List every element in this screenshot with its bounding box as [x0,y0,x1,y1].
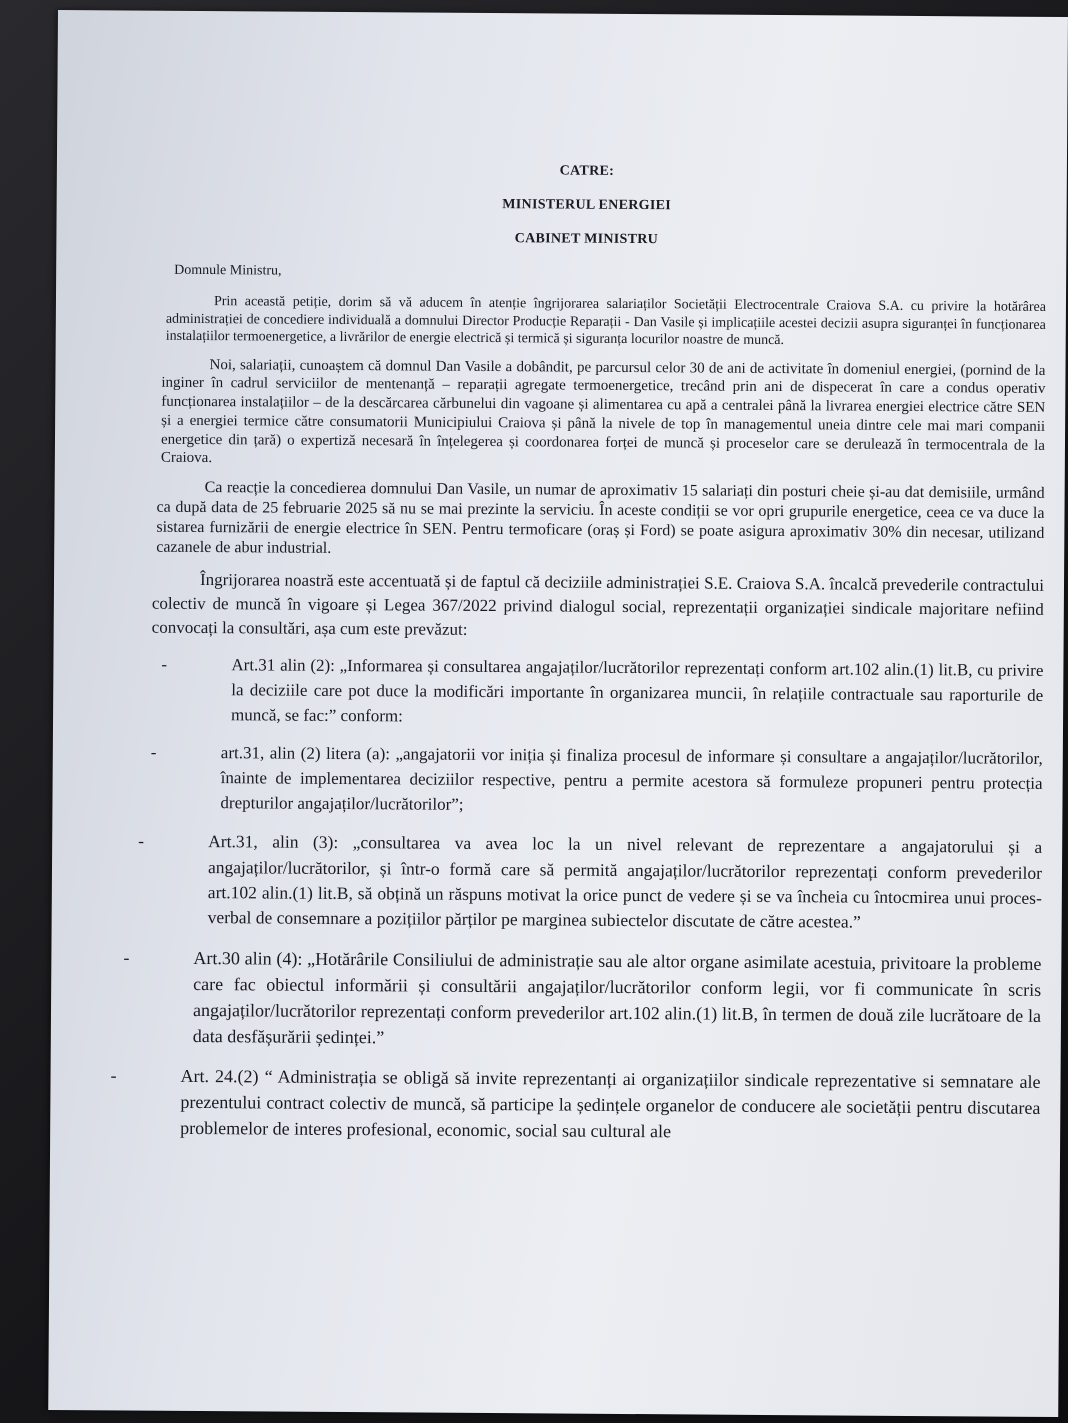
document-body [110,160,1047,1147]
article-text: Art. 24.(2) “ Administrația se obligă să invite reprezentanți ai organizațiilor sindicale reprezentative si semnatare ale prezentului contract colectiv de muncă, să participe la ședințele organelor de conducere ale societății pentru discutarea problemelor de interes profesional, economic, social sau cultural ale [180,1065,1041,1142]
list-dash: - [150,742,157,763]
list-dash: - [161,655,168,675]
article-list-item [123,945,1042,1055]
paragraph-concern: Îngrijorarea noastră este accentuată și de faptul că deciziile administrației S.E. Craiova S.A. încalcă prevederile contractului colectiv de muncă în vigoare și Legea 367/2022 privind dialogul social, reprezentații organizației sindicale majoritare nefiind convocați la consultări, așa cum este prevăzut: [151,570,1045,639]
article-list-item [150,741,1043,821]
heading-catre: CATRE: [559,163,615,179]
article-text: Art.30 alin (4): „Hotărârile Consiliului de administrație sau ale altor organe asimilate acestuia, privitoare la probleme care fac obiectul informării și consultării angajaților/lucrătorilor conform legii, vor fi communicate în scris angajaților/lucrătorilor reprezentați conform prevederilor art.102 alin.(1) lit.B, în termen de două zile lucrătoare de la data desfășurării ședinței.” [192,947,1042,1048]
list-dash: - [138,830,145,851]
article-text: art.31, alin (2) litera (a): „angajatorii vor iniția și finaliza procesul de informare și consultare a angajaților/lucrătorilor, înainte de implementarea deciziilor respective, pentru a permite acestora să formuleze propuneri pentru protecția drepturilor angajaților/lucrătorilor”; [220,743,1043,814]
article-list-item [161,654,1044,734]
article-text: Art.31 alin (2): „Informarea și consultarea angajaților/lucrătorilor reprezentați conform art.102 alin.(1) lit.B, cu privire la deciziile care pot duce la modificări importante în organizarea muncii, în relațiile contractuale sau raporturile de muncă, se fac:” conform: [231,655,1044,726]
article-text: Art.31, alin (3): „consultarea va avea loc la un nivel relevant de reprezentare a angajatorului și a angajaților/lucrătorilor, și într-o formă care să permită angajaților/lucrătorilor reprezentați conform prevederilor art.102 alin.(1) lit.B, să obțină un răspuns motivat la orice punct de vedere și se va încheia cu întocmirea unui proces-verbal de consemnare a pozițiilor părților pe marginea subiectelor discutate de către acestea.” [207,831,1043,932]
salutation: Domnule Ministru, [174,262,282,279]
paragraph-experience: Noi, salariații, cunoaștem că domnul Dan Vasile a dobândit, pe parcursul celor 30 de ani de activitate în domeniul energiei, (pornind de la inginer în cadrul serviciilor de mentenanță – reparații agregate termoenergetice, trecând prin ani de dispecerat în care a condus operativ funcționarea instalațiilor – de la descărcarea cărbunelui din vagoane și alimentarea cu apă a centralei până la livrarea energiei electrice către SEN și a energiei termice către consumatorii Municipiului Craiova și până la nivele de top în managementul uneia dintre cele mai mari companii energetice din țară) o expertiză necesară în înțelegerea și coordonarea forței de muncă și proceselor care se derulează în termocentrala de la Craiova. [160,356,1046,467]
paragraph-intro: Prin această petiție, dorim să vă aducem în atenție îngrijorarea salariaților Societății Electrocentrale Craiova S.A. cu privire la hotărârea administrației de concediere individuală a domnului Director Producție Reparații - Dan Vasile și implicațiile acestei decizii asupra siguranței în funcționarea instalațiilor termoenergetice, a livrărilor de energie electrică și termică și siguranța locurilor noastre de muncă. [165,294,1047,349]
article-list-item [138,829,1043,936]
list-dash: - [123,947,130,968]
heading-office: CABINET MINISTRU [514,231,659,248]
paragraph-resignations: Ca reacție la concedierea domnului Dan Vasile, un numar de aproximativ 15 salariați din posturi cheie și-au dat demisiile, urmând ca după data de 25 februarie 2025 să nu se mai prezinte la serviciu. În aceste condiții se vor opri grupurile energetice, ceea ce va duce la sistarea furnizării de energie electrice în SEN. Pentru termoficare (oraș și Ford) se poate asigura aproximativ 30% din necesar, utilizand cazanele de abur industrial. [156,479,1045,557]
document-page [48,10,1068,1417]
heading-recipient: MINISTERUL ENERGIEI [502,197,672,214]
article-list-item [110,1063,1041,1147]
list-dash: - [110,1065,117,1086]
